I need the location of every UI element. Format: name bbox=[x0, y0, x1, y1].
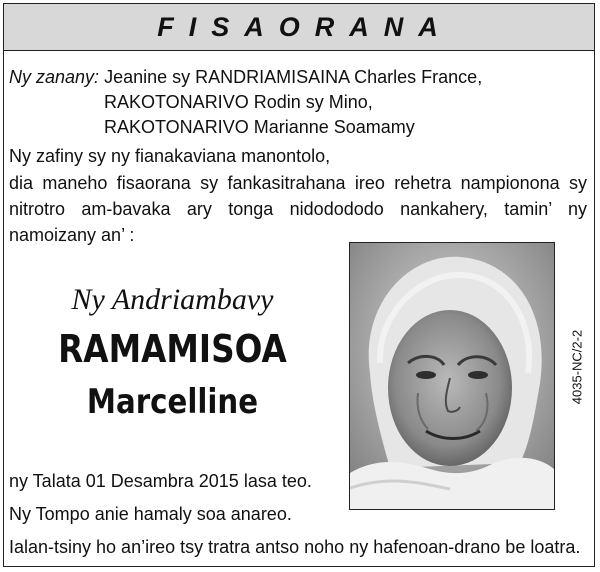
child-name-3: RAKOTONARIVO Marianne Soamamy bbox=[104, 117, 415, 137]
reference-code-text: 4035-NC/2-2 bbox=[569, 329, 585, 405]
closing-line: Ialan-tsiny ho an’ireo tsy tratra antso noho ny hafenoan-drano be loatra. bbox=[9, 537, 581, 557]
family-line: Ny zafiny sy ny fianakaviana manontolo, bbox=[9, 146, 331, 166]
reference-code bbox=[560, 312, 594, 422]
thanks-paragraph: dia maneho fisaorana sy fankasitrahana ireo rehetra nampionona sy nitrotro am-bavaka ary tonga nidodododo nankahery, tamin’ ny namoizany an’ : bbox=[9, 173, 587, 245]
portrait-image bbox=[350, 243, 554, 509]
deceased-surname: RAMAMISOA bbox=[58, 327, 287, 371]
notice-title: FISAORANA bbox=[157, 11, 453, 42]
prayer-line: Ny Tompo anie hamaly soa anareo. bbox=[9, 504, 292, 524]
notice-header bbox=[3, 3, 595, 51]
children-intro bbox=[9, 66, 482, 88]
child-name-2: RAKOTONARIVO Rodin sy Mino, bbox=[104, 92, 373, 112]
deceased-given-name: Marcelline bbox=[86, 382, 259, 422]
date-line: ny Talata 01 Desambra 2015 lasa teo. bbox=[9, 471, 312, 491]
deceased-honorific: Ny Andriambavy bbox=[71, 283, 274, 316]
child-name-1: Jeanine sy RANDRIAMISAINA Charles France, bbox=[104, 67, 483, 87]
portrait-photo bbox=[349, 242, 555, 510]
children-label: Ny zanany: bbox=[9, 67, 100, 87]
